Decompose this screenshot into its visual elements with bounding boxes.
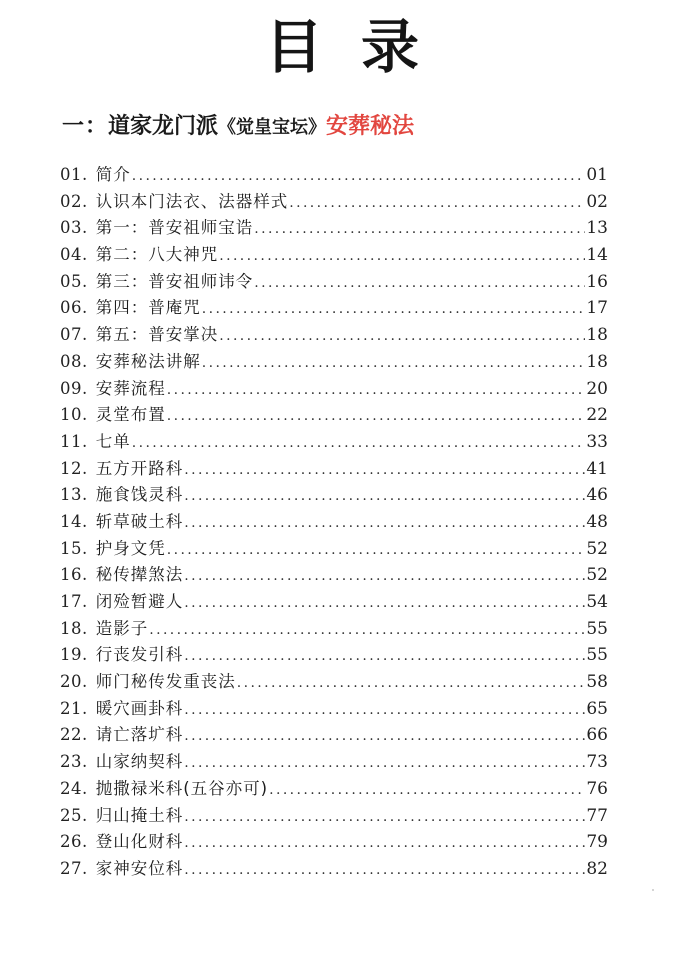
toc-entry-page: 16 <box>586 271 608 292</box>
toc-entry-label: 秘传撵煞法 <box>95 565 184 585</box>
section-heading <box>62 112 414 143</box>
dot-leader <box>184 483 585 510</box>
dot-leader <box>149 617 585 644</box>
dot-leader <box>184 510 585 537</box>
toc-entry[interactable] <box>60 189 608 216</box>
toc-entry-label: 暖穴画卦科 <box>95 698 184 718</box>
section-number: 一： <box>62 114 109 139</box>
scan-speck <box>652 889 654 891</box>
dot-leader <box>167 377 585 404</box>
dot-leader <box>237 670 585 697</box>
toc-entry-label: 斩草破土科 <box>95 511 184 531</box>
toc-entry[interactable] <box>60 402 608 429</box>
toc-entry[interactable] <box>60 776 608 803</box>
toc-entry[interactable] <box>60 376 608 403</box>
toc-entry-page: 18 <box>586 325 608 346</box>
toc-entry-number: 18. <box>60 618 88 638</box>
toc-entry-page: 54 <box>586 592 608 612</box>
toc-entry-label: 请亡落圹科 <box>95 725 184 745</box>
toc-entry-number: 04. <box>60 245 88 265</box>
toc-entry[interactable] <box>60 349 608 376</box>
toc-entry-number: 13. <box>60 485 88 505</box>
section-prefix: 道家龙门派 <box>108 114 219 139</box>
toc-entry[interactable] <box>60 509 608 536</box>
toc-entry-page: 01 <box>586 165 608 185</box>
dot-leader <box>184 723 585 750</box>
dot-leader <box>184 804 585 831</box>
toc-entry-label: 护身文凭 <box>95 538 166 558</box>
toc-entry-number: 06. <box>60 298 88 318</box>
dot-leader <box>167 403 585 430</box>
dot-leader <box>184 563 585 590</box>
dot-leader <box>269 777 585 804</box>
dot-leader <box>167 537 585 564</box>
toc-entry-label: 五方开路科 <box>95 458 184 478</box>
dot-leader <box>184 750 585 777</box>
toc-entry[interactable] <box>60 482 608 509</box>
toc-entry-number: 24. <box>60 778 88 798</box>
dot-leader <box>289 190 585 217</box>
dot-leader <box>184 857 585 884</box>
toc-entry-page: 52 <box>586 565 608 586</box>
toc-entry-page: 22 <box>586 405 608 426</box>
toc-entry-number: 11. <box>60 431 88 451</box>
toc-entry-page: 66 <box>586 725 608 746</box>
toc-entry-page: 02 <box>586 191 608 212</box>
dot-leader <box>202 296 585 323</box>
page-title: 目录 <box>264 13 457 81</box>
dot-leader <box>184 590 585 617</box>
toc-entry-number: 20. <box>60 672 88 692</box>
toc-entry-label: 第五：普安掌决 <box>95 325 219 345</box>
toc-entry-label: 安葬流程 <box>95 378 166 398</box>
toc-entry[interactable] <box>60 722 608 749</box>
toc-entry[interactable] <box>60 456 608 483</box>
toc-entry-number: 03. <box>60 218 88 238</box>
toc-entry-page: 41 <box>586 458 608 479</box>
toc-entry-page: 55 <box>586 618 608 639</box>
toc-entry-page: 20 <box>586 378 608 399</box>
toc-entry[interactable] <box>60 295 608 322</box>
toc-entry-number: 07. <box>60 325 88 345</box>
toc-entry-label: 归山掩土科 <box>95 805 184 825</box>
toc-entry-label: 第一：普安祖师宝诰 <box>95 218 254 238</box>
toc-entry-number: 19. <box>60 645 88 665</box>
toc-entry[interactable] <box>60 589 608 616</box>
toc-entry-page: 14 <box>586 245 608 266</box>
toc-entry[interactable] <box>60 803 608 830</box>
toc-entry-label: 山家纳契科 <box>95 752 184 772</box>
toc-entry-page: 65 <box>586 698 608 719</box>
toc-entry[interactable] <box>60 162 608 189</box>
section-book-title: 《觉皇宝坛》 <box>218 117 327 138</box>
toc-entry-label: 师门秘传发重丧法 <box>95 672 236 692</box>
toc-entry[interactable] <box>60 856 608 883</box>
toc-entry-label: 闭殓暂避人 <box>95 592 184 611</box>
toc-entry-page: 17 <box>586 298 608 319</box>
toc-entry-number: 10. <box>60 405 88 425</box>
dot-leader <box>202 350 585 377</box>
toc-entry-label: 施食饯灵科 <box>95 485 184 505</box>
toc-entry-label: 认识本门法衣、法器样式 <box>95 191 289 211</box>
toc-entry-number: 27. <box>60 858 88 878</box>
toc-entry-page: 58 <box>586 672 608 693</box>
dot-leader <box>254 216 585 243</box>
toc-entry[interactable] <box>60 696 608 723</box>
toc-entry[interactable] <box>60 215 608 242</box>
section-highlight: 安葬秘法 <box>326 114 415 139</box>
dot-leader <box>219 323 585 350</box>
table-of-contents <box>60 162 608 883</box>
toc-entry[interactable] <box>60 829 608 856</box>
toc-entry-number: 16. <box>60 565 88 585</box>
toc-entry-page: 55 <box>586 645 608 666</box>
toc-entry-number: 08. <box>60 351 88 371</box>
toc-entry[interactable] <box>60 536 608 563</box>
toc-entry-number: 25. <box>60 805 88 825</box>
toc-entry-page: 76 <box>586 778 608 799</box>
toc-entry-page: 79 <box>586 832 608 853</box>
toc-entry-label: 登山化财科 <box>95 832 184 852</box>
toc-entry-page: 82 <box>586 858 608 879</box>
toc-entry[interactable] <box>60 562 608 589</box>
toc-entry-label: 安葬秘法讲解 <box>95 351 201 371</box>
toc-entry-label: 行丧发引科 <box>95 645 184 665</box>
toc-entry-label: 灵堂布置 <box>95 405 166 425</box>
toc-entry-page: 46 <box>586 485 608 506</box>
toc-entry-number: 12. <box>60 458 88 478</box>
dot-leader <box>132 430 585 457</box>
dot-leader <box>184 457 585 484</box>
toc-entry-page: 48 <box>586 511 608 532</box>
toc-entry-label: 抛撒禄米科(五谷亦可) <box>95 778 269 798</box>
toc-entry-label: 造影子 <box>95 618 149 638</box>
toc-entry-page: 18 <box>586 351 608 372</box>
dot-leader <box>254 270 585 297</box>
toc-entry-number: 02. <box>60 191 88 211</box>
toc-entry-number: 15. <box>60 538 88 558</box>
dot-leader <box>184 643 585 670</box>
toc-entry-page: 13 <box>586 218 608 239</box>
toc-entry-number: 22. <box>60 725 88 745</box>
toc-entry[interactable] <box>60 669 608 696</box>
toc-entry[interactable] <box>60 269 608 296</box>
dot-leader <box>184 697 585 724</box>
toc-entry[interactable] <box>60 616 608 643</box>
dot-leader <box>184 830 585 857</box>
toc-entry[interactable] <box>60 642 608 669</box>
toc-entry-label: 简介 <box>95 165 131 184</box>
toc-entry-number: 05. <box>60 271 88 291</box>
dot-leader <box>132 163 585 190</box>
toc-entry[interactable] <box>60 749 608 776</box>
toc-entry[interactable] <box>60 322 608 349</box>
toc-entry-number: 17. <box>60 592 88 611</box>
toc-entry-page: 73 <box>586 752 608 773</box>
toc-entry-number: 23. <box>60 752 88 772</box>
toc-entry-label: 第四：普庵咒 <box>95 298 201 318</box>
toc-entry-label: 第三：普安祖师讳令 <box>95 271 254 291</box>
toc-entry-page: 52 <box>586 538 608 559</box>
toc-entry-page: 33 <box>586 431 608 452</box>
toc-entry[interactable] <box>60 242 608 269</box>
toc-entry[interactable] <box>60 429 608 456</box>
dot-leader <box>219 243 585 270</box>
toc-entry-page: 77 <box>586 805 608 826</box>
toc-entry-label: 家神安位科 <box>95 858 184 878</box>
toc-entry-label: 第二：八大神咒 <box>95 245 219 265</box>
toc-entry-number: 09. <box>60 378 88 398</box>
toc-entry-number: 26. <box>60 832 88 852</box>
toc-entry-label: 七单 <box>95 431 131 451</box>
toc-entry-number: 14. <box>60 511 88 531</box>
toc-entry-number: 01. <box>60 165 88 184</box>
toc-entry-number: 21. <box>60 698 88 718</box>
